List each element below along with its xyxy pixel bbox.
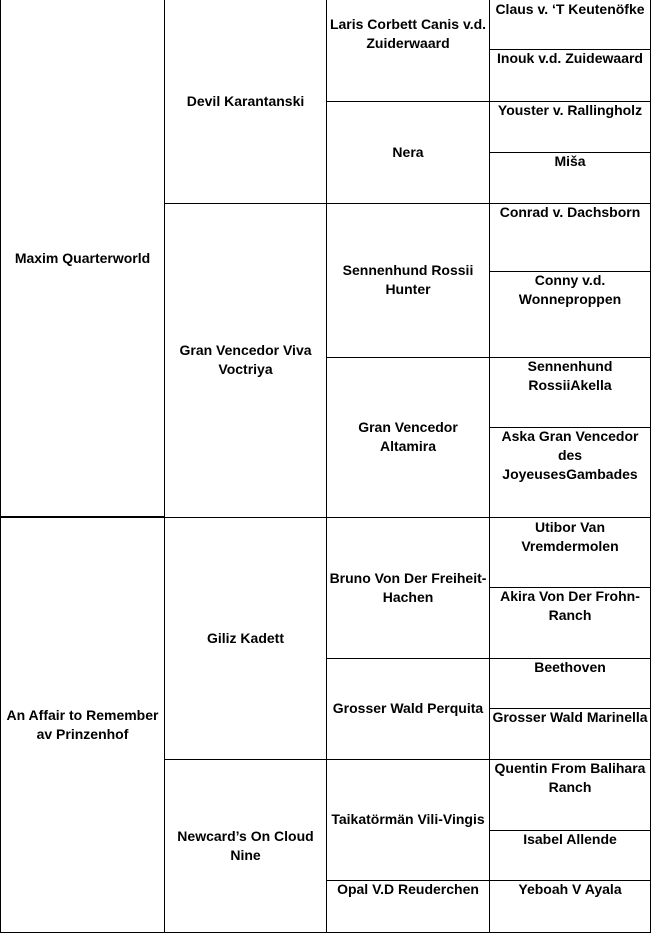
dam-sire-name: Giliz Kadett <box>206 630 284 646</box>
dam-dam-cell <box>164 759 327 933</box>
gen3-name-2: Nera <box>392 143 424 160</box>
gen3-name-1: Laris Corbett Canis v.d. Zuiderwaard <box>329 16 487 51</box>
gen3-cell-2 <box>326 101 490 204</box>
gen4-cell-5 <box>489 203 651 272</box>
gen3-name-3: Sennenhund Rossii Hunter <box>342 262 474 297</box>
gen4-cell-14 <box>489 830 651 881</box>
dam-cell <box>0 518 165 933</box>
gen4-name-7: Sennenhund RossiiAkella <box>527 358 613 393</box>
gen4-cell-9 <box>489 518 651 588</box>
gen3-cell-5 <box>326 518 490 659</box>
gen3-cell-7 <box>326 759 490 881</box>
gen4-name-14: Isabel Allende <box>523 831 617 847</box>
sire-cell <box>0 0 165 517</box>
gen4-name-3: Youster v. Rallingholz <box>497 102 643 118</box>
gen3-name-4: Gran Vencedor Altamira <box>358 419 458 454</box>
gen4-name-11: Beethoven <box>534 659 606 675</box>
gen4-cell-2 <box>489 49 651 102</box>
gen4-cell-3 <box>489 101 651 153</box>
gen4-cell-8 <box>489 427 651 518</box>
gen3-cell-6 <box>326 658 490 760</box>
gen4-name-9: Utibor Van Vremdermolen <box>521 519 619 554</box>
gen3-name-6: Grosser Wald Perquita <box>332 700 484 716</box>
gen4-name-2: Inouk v.d. Zuidewaard <box>497 50 643 66</box>
gen4-name-15: Yeboah V Ayala <box>518 881 622 897</box>
dam-sire-cell <box>164 518 327 760</box>
gen4-cell-10 <box>489 587 651 659</box>
gen4-cell-1 <box>489 0 651 50</box>
dam-dam-name: Newcard’s On Cloud Nine <box>177 827 314 863</box>
gen3-cell-4 <box>326 357 490 518</box>
gen4-name-5: Conrad v. Dachsborn <box>499 204 641 220</box>
dam-name: An Affair to Remember av Prinzenhof <box>6 707 159 742</box>
gen4-cell-13 <box>489 759 651 831</box>
gen4-name-8: Aska Gran Vencedor des JoyeusesGambades <box>501 428 639 482</box>
gen4-cell-7 <box>489 357 651 428</box>
gen3-cell-1 <box>326 0 490 102</box>
gen4-name-6: Conny v.d. Wonneproppen <box>518 272 622 307</box>
sire-sire-cell <box>164 0 327 204</box>
gen4-cell-4 <box>489 152 651 204</box>
gen4-name-10: Akira Von Der Frohn-Ranch <box>500 588 640 623</box>
gen3-cell-3 <box>326 203 490 358</box>
sire-dam-name: Gran Vencedor Viva Voctriya <box>179 342 312 377</box>
gen3-cell-8 <box>326 880 490 933</box>
sire-name: Maxim Quarterworld <box>14 249 151 266</box>
gen4-name-13: Quentin From Balihara Ranch <box>494 760 646 795</box>
gen4-cell-12 <box>489 708 651 760</box>
gen4-name-12: Grosser Wald Marinella <box>492 709 648 725</box>
gen4-cell-11 <box>489 658 651 709</box>
gen4-name-1: Claus v. ‘T Keutenöfke <box>495 1 645 17</box>
gen4-cell-15 <box>489 880 651 933</box>
gen4-cell-6 <box>489 271 651 358</box>
sire-dam-cell <box>164 203 327 518</box>
gen3-name-8: Opal V.D Reuderchen <box>337 881 479 897</box>
gen4-name-4: Miša <box>554 153 586 169</box>
sire-sire-name: Devil Karantanski <box>186 93 305 109</box>
gen3-name-5: Bruno Von Der Freiheit-Hachen <box>329 570 487 605</box>
gen3-name-7: Taikatörmän Vili-Vingis <box>331 811 485 827</box>
